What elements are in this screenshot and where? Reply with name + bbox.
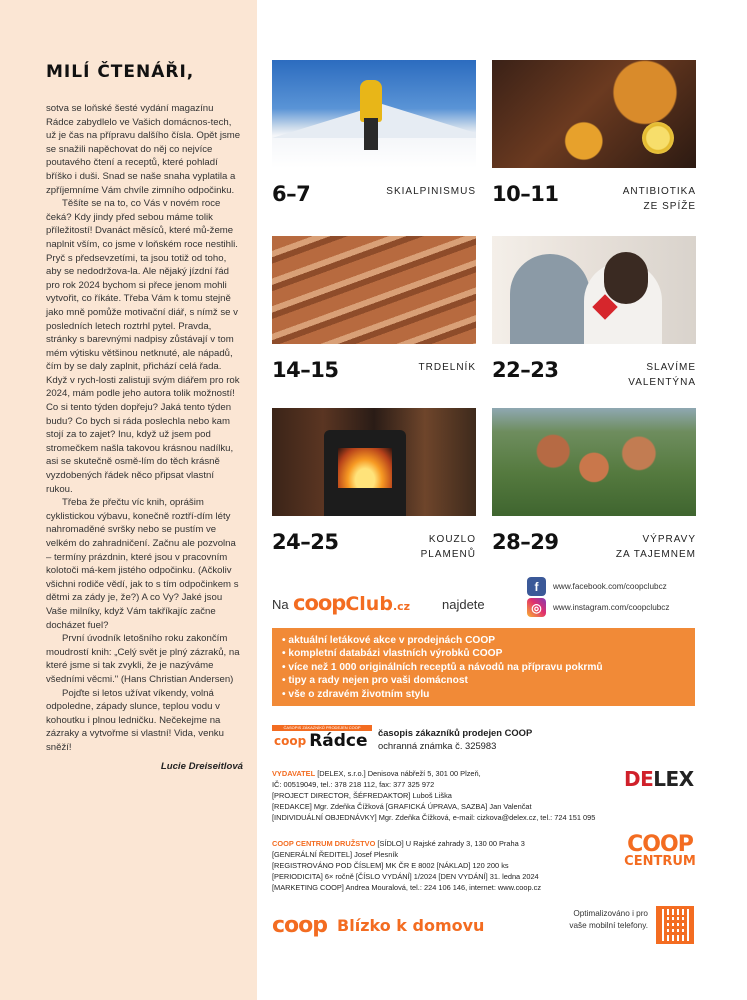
instagram-url: www.instagram.com/coopclubcz	[553, 603, 670, 612]
tile-pages: 10–11	[492, 182, 559, 206]
periodicita-line: [PERIODICITA] 6× ročně [ČÍSLO VYDÁNÍ] 1/2024 [DEN VYDÁNÍ] 31. ledna 2024	[272, 872, 539, 881]
radce-description	[378, 726, 532, 752]
spices-photo	[492, 60, 696, 168]
editorial-paragraph: První úvodník letošního roku zakončím moudrostí knih: „Celý svět je plný zázraků, na které jsme si tak zvykli, že je nazýváme všedními věcmi." (Hans Christian Andersen)	[46, 633, 240, 685]
content-tile-skialpinismus[interactable]	[272, 60, 476, 206]
editorial-paragraph: sotva se loňské šesté vydání magazínu Rádce zabydlelo ve Vašich domácnos-tech, už je čas na přípravu dalšího čísla. Opět jsme se snažili napěchovat do něj co nejvíce poutavého čtení a receptů, které pohladí bříško i duši. Snad se naše snaha vyplatila a zpříjemníme Vám chvíle zimního odpočinku.	[46, 103, 241, 196]
cz-logo-text: .cz	[392, 600, 411, 613]
radce-logo-word: Rádce	[309, 731, 368, 751]
delex-logo-rest: LEX	[653, 767, 694, 791]
club-feature: • tipy a rady nejen pro vaši domácnost	[282, 674, 685, 687]
objednavky-line: [INDIVIDUÁLNÍ OBJEDNÁVKY] Mgr. Zdeňka Čížková, e-mail: cizkova@delex.cz, tel.: 724 151 095	[272, 813, 596, 822]
impressum-publisher	[272, 768, 602, 823]
tile-pages: 28–29	[492, 530, 559, 554]
castle-aerial-photo	[492, 408, 696, 516]
club-feature: • aktuální letákové akce v prodejnách COOP	[282, 634, 685, 647]
coop-centrum-logo	[624, 832, 696, 869]
tile-title: VÝPRAVY ZA TAJEMNEM	[615, 534, 696, 560]
tile-pages: 6–7	[272, 182, 311, 206]
club-logo-text: Club	[345, 593, 393, 615]
radce-line1: časopis zákazníků prodejen COOP	[378, 727, 533, 738]
coop-slogan-logo	[272, 913, 484, 938]
editorial-paragraph: Třeba že přečtu víc knih, oprášim cyklistickou výbavu, konečně roztří-dím léty nahromaděné svršky nebo se pustím ve velkém do zahradničení. Začnu ale pozvolna – termíny prázdnin, které jsou v pracovním kolotoči má-kem jistého odpočinku. (Ačkoliv všichni rodiče vědí, jak to s tím odpočinkem s dětmi za zády je, že?) A co Vy? Jaké jsou Vaše milníky, když Vám takříkajíc začne docházet fuel?	[46, 497, 239, 631]
marketing-line: [MARKETING COOP] Andrea Mouralová, tel.: 224 106 146, internet: www.coop.cz	[272, 883, 542, 892]
editorial-paragraph: Pojďte si letos užívat víkendy, volná odpoledne, západy slunce, teplou vodu v kohoutku i plnou ledničku. Nečekejme na zázraky a vytvořme si vlastní! Vida, venku sněží!	[46, 687, 224, 753]
delex-logo-d: D	[624, 767, 641, 791]
coop-logo: coop	[272, 913, 328, 938]
club-prefix: Na	[272, 597, 289, 612]
registrace-line: [REGISTROVÁNO POD ČÍSLEM] MK ČR E 8002 [NÁKLAD] 120 200 ks	[272, 861, 509, 870]
tile-title: TRDELNÍK	[418, 362, 476, 373]
skier-photo	[272, 60, 476, 168]
content-tile-valentyn[interactable]	[492, 236, 696, 388]
couple-photo	[492, 236, 696, 344]
club-feature: • vše o zdravém životním stylu	[282, 688, 685, 701]
tile-title: KOUZLO PLAMENŮ	[420, 534, 476, 560]
tile-title: ANTIBIOTIKA ZE SPÍŽE	[622, 186, 696, 212]
coop-logo-text: coop	[293, 591, 346, 615]
facebook-icon: f	[527, 577, 546, 596]
redakce-line: [REDAKCE] Mgr. Zdeňka Čížková [GRAFICKÁ ÚPRAVA, SAZBA] Jan Valenčat	[272, 802, 532, 811]
mobile-optimized-note: Optimalizováno i pro vaše mobilní telefony.	[569, 909, 648, 930]
tile-title: SLAVÍME VALENTÝNA	[628, 362, 696, 388]
instagram-link[interactable]	[527, 598, 670, 617]
tile-pages: 24–25	[272, 530, 339, 554]
coop-centrum-line1: COOP	[627, 832, 693, 857]
publisher-line: [DELEX, s.r.o.] Denisova nábřeží 5, 301 00 Plzeň,	[317, 769, 481, 778]
club-features-box	[272, 628, 695, 706]
radce-logo-tagline: ČASOPIS ZÁKAZNÍKŮ PRODEJEN COOP	[272, 725, 372, 731]
editorial-signature: Lucie Dreiseitlová	[160, 760, 243, 772]
project-director: [PROJECT DIRECTOR, ŠÉFREDAKTOR] Luboš Liška	[272, 791, 452, 800]
radce-line2: ochranná známka č. 325983	[378, 740, 497, 751]
delex-logo	[624, 767, 694, 791]
editorial-column	[0, 0, 257, 1000]
facebook-url: www.facebook.com/coopclubcz	[553, 582, 667, 591]
tile-title: SKIALPINISMUS	[386, 186, 476, 197]
trdelnik-photo	[272, 236, 476, 344]
instagram-icon: ◎	[527, 598, 546, 617]
sidlo-line: [SÍDLO] U Rajské zahrady 3, 130 00 Praha 3	[377, 839, 525, 848]
impressum-coop	[272, 838, 602, 893]
reditel-line: [GENERÁLNÍ ŘEDITEL] Josef Plesník	[272, 850, 399, 859]
editorial-paragraph: Těšíte se na to, co Vás v novém roce čeká? Kdy jindy před sebou máme tolik příležitostí! Dvanáct měsíců, které mů-žeme naplnit vším, co jsme v loňském roce nestihli. Pryč s předsevzetími, ta jsou totiž od toho, aby se nedodržova-la. Ale nějaký jízdní řád pro rok 2024 bychom si přece jenom mohli vytvořit, co říkáte. Třeba Vám k tomu stejně jako mně pomůže motivační diář, s nímž se v posledních letech roztrhl pytel. Pravda, stránky s barevnými nadpisy zůstávají v tom mém výtisku většinou netknuté, ale nápadů, čím by se daly zaplnit, přichází celá řada. Když v rych-losti zalistuji svým diářem pro rok 2024, mám podle jeho autora tolik možností! Co si tento týden dopřeju? Jaká tento týden budu? Co bych si ráda poslechla nebo kam stojí za to zajet? Inu, když už jsem pod stromečkem našla takovou krásnou nadílku, asi se skutečně osmě-lím do těch krásně vyzdobených řádek něco připsat vlastní rukou.	[46, 198, 240, 495]
coop-centrum-line2: CENTRUM	[624, 854, 696, 869]
delex-logo-e: E	[640, 767, 654, 791]
radce-logo-coop: coop	[274, 734, 307, 748]
content-tile-trdelnik[interactable]	[272, 236, 476, 382]
content-tile-vypravy[interactable]	[492, 408, 696, 560]
qr-code-icon[interactable]	[656, 906, 694, 944]
club-feature: • více než 1 000 originálních receptů a návodů na přípravu pokrmů	[282, 661, 685, 674]
club-suffix: najdete	[442, 597, 485, 612]
content-tile-kouzlo-plamenu[interactable]	[272, 408, 476, 560]
editorial-title: MILÍ ČTENÁŘI,	[46, 62, 195, 82]
content-tile-antibiotika[interactable]	[492, 60, 696, 212]
slogan: Blízko k domovu	[337, 916, 485, 935]
tile-pages: 14–15	[272, 358, 339, 382]
coopclub-logo[interactable]	[293, 591, 410, 615]
facebook-link[interactable]	[527, 577, 667, 596]
radce-logo	[272, 725, 372, 751]
publisher-label: VYDAVATEL	[272, 769, 316, 778]
tile-pages: 22–23	[492, 358, 559, 382]
publisher-ic: IČ: 00519049, tel.: 378 218 112, fax: 377 325 972	[272, 780, 435, 789]
coop-label: COOP CENTRUM DRUŽSTVO	[272, 839, 376, 848]
club-feature: • kompletní databázi vlastních výrobků COOP	[282, 647, 685, 660]
fireplace-photo	[272, 408, 476, 516]
